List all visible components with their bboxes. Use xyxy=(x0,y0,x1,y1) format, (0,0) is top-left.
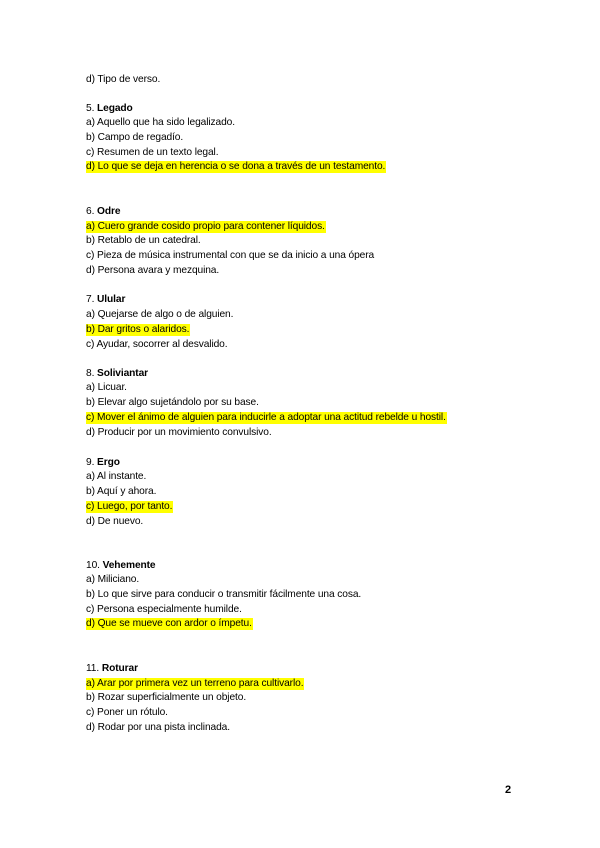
answer-highlight: b) Dar gritos o alaridos. xyxy=(86,324,190,335)
answer-highlight: d) Que se mueve con ardor o ímpetu. xyxy=(86,618,252,629)
option-q11-b: b) Rozar superficialmente un objeto. xyxy=(86,692,247,703)
option-q9-b: b) Aquí y ahora. xyxy=(86,486,157,497)
question-title-5: 5. Legado xyxy=(86,103,133,114)
option-q5-a: a) Aquello que ha sido legalizado. xyxy=(86,117,235,128)
option-q6-a-answer xyxy=(86,220,326,234)
option-q4-d: d) Tipo de verso. xyxy=(86,74,161,85)
question-title-7: 7. Ulular xyxy=(86,294,126,305)
answer-highlight: a) Arar por primera vez un terreno para cultivarlo. xyxy=(86,678,304,689)
option-q8-d: d) Producir por un movimiento convulsivo. xyxy=(86,427,272,438)
option-q10-a: a) Miliciano. xyxy=(86,574,140,585)
option-q11-a-answer xyxy=(86,677,304,691)
question-title-10: 10. Vehemente xyxy=(86,560,156,571)
option-q11-c: c) Poner un rótulo. xyxy=(86,707,168,718)
answer-highlight: c) Mover el ánimo de alguien para inducirle a adoptar una actitud rebelde u hostil. xyxy=(86,412,446,423)
option-q5-d-answer xyxy=(86,160,386,174)
option-q7-b-answer xyxy=(86,323,190,337)
option-q11-d: d) Rodar por una pista inclinada. xyxy=(86,722,230,733)
option-q8-c-answer xyxy=(86,411,447,425)
answer-highlight: d) Lo que se deja en herencia o se dona a través de un testamento. xyxy=(86,161,386,172)
option-q9-c-answer xyxy=(86,500,173,514)
option-q6-b: b) Retablo de un catedral. xyxy=(86,235,201,246)
option-q8-b: b) Elevar algo sujetándolo por su base. xyxy=(86,397,259,408)
question-title-6: 6. Odre xyxy=(86,206,121,217)
answer-highlight: a) Cuero grande cosido propio para contener líquidos. xyxy=(86,221,325,232)
option-q10-c: c) Persona especialmente humilde. xyxy=(86,604,242,615)
option-q7-a: a) Quejarse de algo o de alguien. xyxy=(86,309,234,320)
option-q8-a: a) Licuar. xyxy=(86,382,127,393)
option-q7-c: c) Ayudar, socorrer al desvalido. xyxy=(86,339,228,350)
option-q6-c: c) Pieza de música instrumental con que se da inicio a una ópera xyxy=(86,250,375,261)
answer-highlight: c) Luego, por tanto. xyxy=(86,501,173,512)
question-title-8: 8. Soliviantar xyxy=(86,368,149,379)
option-q5-c: c) Resumen de un texto legal. xyxy=(86,147,219,158)
option-q9-a: a) Al instante. xyxy=(86,471,147,482)
option-q9-d: d) De nuevo. xyxy=(86,516,144,527)
option-q10-d-answer xyxy=(86,617,253,631)
option-q6-d: d) Persona avara y mezquina. xyxy=(86,265,220,276)
question-title-9: 9. Ergo xyxy=(86,457,120,468)
option-q10-b: b) Lo que sirve para conducir o transmitir fácilmente una cosa. xyxy=(86,589,362,600)
page-number: 2 xyxy=(505,784,512,796)
question-title-11: 11. Roturar xyxy=(86,663,138,674)
option-q5-b: b) Campo de regadío. xyxy=(86,132,184,143)
